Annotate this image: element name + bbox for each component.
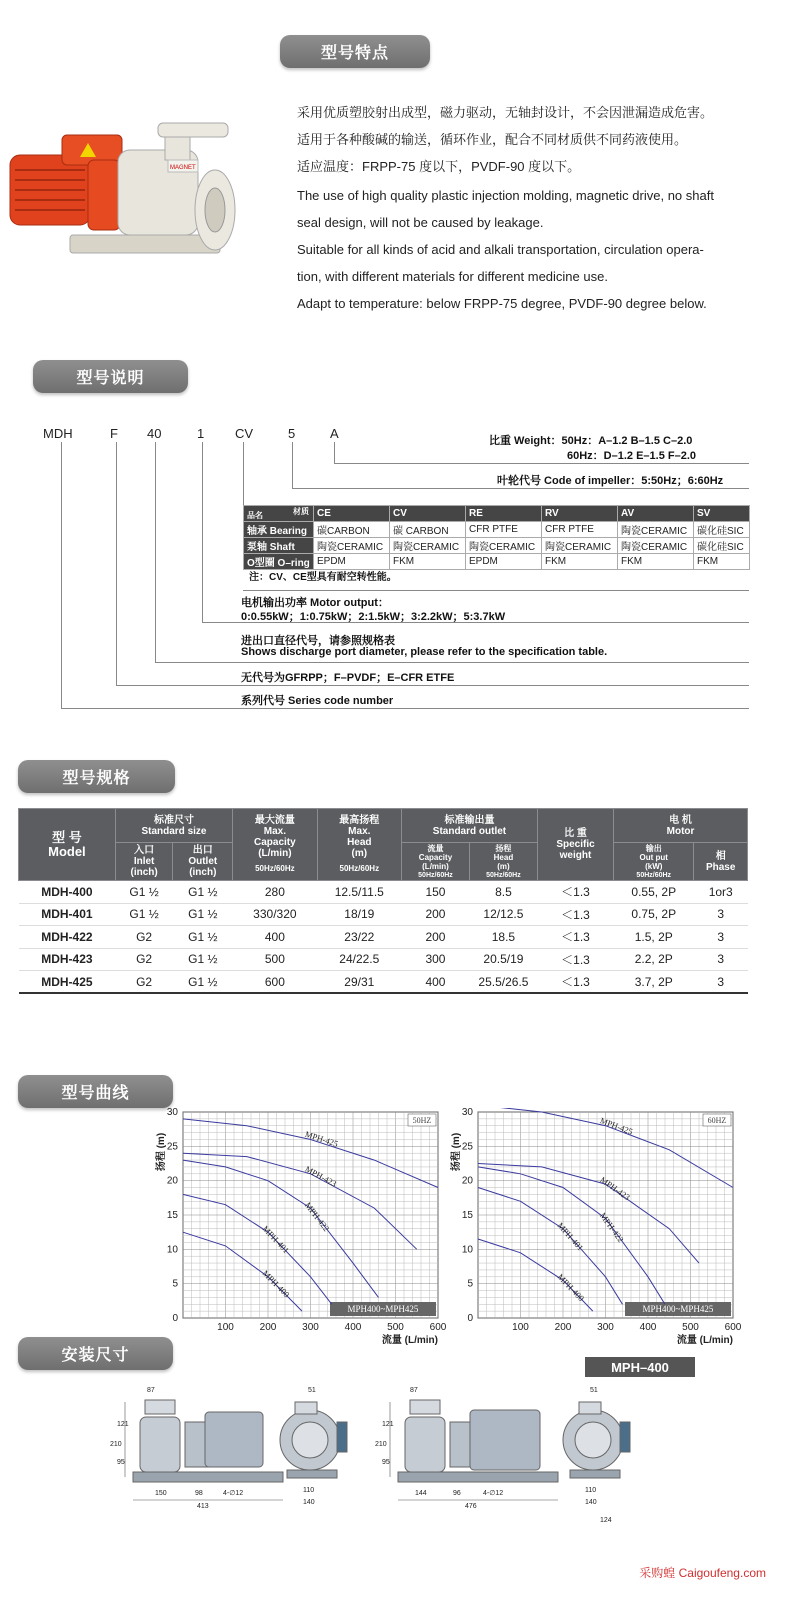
dim-text: 95 bbox=[117, 1459, 125, 1466]
y-axis-label: 扬程 (m) bbox=[156, 1132, 167, 1172]
dim-text: 124 bbox=[600, 1517, 612, 1524]
y-tick-label: 5 bbox=[172, 1278, 178, 1290]
dim-text: 413 bbox=[197, 1503, 209, 1510]
series-label: MPH-423 bbox=[598, 1174, 632, 1203]
y-tick-label: 30 bbox=[461, 1108, 473, 1118]
impeller-code: 叶轮代号 Code of impeller：5:50Hz；6:60Hz bbox=[497, 475, 724, 487]
dim-text: 51 bbox=[590, 1387, 598, 1394]
port-code-en: Shows discharge port diameter, please refer to the specification table. bbox=[241, 646, 608, 658]
dim-text: 110 bbox=[303, 1487, 315, 1494]
x-tick-label: 300 bbox=[597, 1322, 614, 1333]
code-part-impeller: 5 bbox=[288, 426, 296, 441]
series-label: MPH-400 bbox=[555, 1271, 587, 1304]
dim-text: 4-∅12 bbox=[483, 1490, 504, 1497]
y-tick-label: 0 bbox=[172, 1313, 178, 1324]
x-tick-label: 600 bbox=[724, 1322, 742, 1333]
range-label: MPH400~MPH425 bbox=[642, 1304, 714, 1314]
x-tick-label: 300 bbox=[302, 1322, 319, 1333]
section-title-curves: 型号曲线 bbox=[18, 1075, 173, 1108]
motor-output-title: 电机输出功率 Motor output： bbox=[241, 597, 389, 609]
section-title-install: 安装尺寸 bbox=[18, 1337, 173, 1370]
section-title-explanation: 型号说明 bbox=[33, 360, 188, 393]
brand-watermark: 采购蝗 Caigoufeng.com bbox=[639, 1566, 766, 1580]
y-tick-label: 25 bbox=[461, 1141, 473, 1153]
table-row: MDH-425 G2 G1 ½ 600 29/31 400 25.5/26.5 ＜1.3 3.7, 2P 3 bbox=[19, 971, 748, 994]
x-tick-label: 100 bbox=[512, 1322, 529, 1333]
y-axis-label: 扬程 (m) bbox=[451, 1132, 462, 1172]
x-tick-label: 400 bbox=[344, 1322, 362, 1333]
dim-text: 140 bbox=[303, 1499, 315, 1506]
material-code: 无代号为GFRPP；F–PVDF；E–CFR ETFE bbox=[241, 672, 455, 684]
pump-brand-label: MAGNET bbox=[170, 165, 196, 171]
y-tick-label: 10 bbox=[166, 1244, 178, 1256]
material-note: 注：CV、CE型具有耐空转性能。 bbox=[249, 572, 397, 583]
series-label: MPH-425 bbox=[598, 1115, 635, 1137]
table-row: MDH-401 G1 ½ G1 ½ 330/320 18/19 200 12/12.5 ＜1.3 0.75, 2P 3 bbox=[19, 903, 748, 926]
x-tick-label: 500 bbox=[387, 1322, 404, 1333]
y-tick-label: 15 bbox=[461, 1210, 473, 1221]
pump-product-image bbox=[0, 115, 245, 275]
dim-text: 110 bbox=[585, 1487, 597, 1494]
material-table: 材质 品名 CE CV RE RV AV SV 轴承 Bearing 碳CARBON 碳 CARBON CFR PTFE CFR PTFE 陶瓷CERAMIC 碳化硅SIC 泵轴 Shaft 陶瓷CERAMIC 陶瓷CERAMIC 陶瓷CERAMIC 陶瓷CERAMIC 陶瓷CERAMIC 碳化硅SIC O型圈 O–ring EPDM FKM EPDM FKM FKM FKM bbox=[243, 505, 750, 570]
feature-en-3: Suitable for all kinds of acid and alkali transportation, circulation opera- bbox=[297, 242, 704, 257]
section-title-specs: 型号规格 bbox=[18, 760, 175, 793]
y-tick-label: 10 bbox=[461, 1244, 473, 1256]
table-row: MDH-423 G2 G1 ½ 500 24/22.5 300 20.5/19 ＜1.3 2.2, 2P 3 bbox=[19, 948, 748, 971]
install-model-label: MPH–400 bbox=[585, 1357, 695, 1377]
port-code-cn: 进出口直径代号，请参照规格表 bbox=[241, 635, 395, 647]
series-label: MPH-401 bbox=[555, 1220, 586, 1253]
series-label: MPH-401 bbox=[260, 1223, 292, 1256]
dim-text: 51 bbox=[308, 1387, 316, 1394]
range-label: MPH400~MPH425 bbox=[347, 1304, 419, 1314]
y-tick-label: 20 bbox=[461, 1175, 473, 1187]
dim-text: 96 bbox=[453, 1490, 461, 1497]
dim-text: 476 bbox=[465, 1503, 477, 1510]
code-part-motor: 1 bbox=[197, 426, 205, 441]
install-drawings bbox=[105, 1382, 645, 1527]
feature-cn-3: 适应温度：FRPP-75 度以下，PVDF-90 度以下。 bbox=[297, 159, 581, 174]
feature-en-5: Adapt to temperature: below FRPP-75 degree, PVDF-90 degree below. bbox=[297, 296, 707, 311]
series-label: MPH-425 bbox=[303, 1128, 340, 1149]
x-tick-label: 400 bbox=[639, 1322, 657, 1333]
dim-text: 98 bbox=[195, 1490, 203, 1497]
series-label: MPH-422 bbox=[597, 1210, 626, 1245]
feature-en-1: The use of high quality plastic injection molding, magnetic drive, no shaft bbox=[297, 188, 714, 203]
table-row: MDH-422 G2 G1 ½ 400 23/22 200 18.5 ＜1.3 1.5, 2P 3 bbox=[19, 926, 748, 949]
dim-text: 87 bbox=[147, 1387, 155, 1394]
y-tick-label: 20 bbox=[166, 1175, 178, 1187]
dim-text: 144 bbox=[415, 1490, 427, 1497]
feature-cn-2: 适用于各种酸碱的输送，循环作业，配合不同材质供不同药液使用。 bbox=[297, 132, 688, 147]
dim-text: 87 bbox=[410, 1387, 418, 1394]
dim-text: 95 bbox=[382, 1459, 390, 1466]
freq-label: 60HZ bbox=[707, 1116, 727, 1125]
table-row: MDH-400 G1 ½ G1 ½ 280 12.5/11.5 150 8.5 ＜1.3 0.55, 2P 1or3 bbox=[19, 881, 748, 904]
curve-chart-50hz bbox=[150, 1108, 450, 1348]
x-tick-label: 200 bbox=[259, 1322, 277, 1333]
y-tick-label: 25 bbox=[166, 1141, 178, 1153]
freq-label: 50HZ bbox=[412, 1116, 432, 1125]
code-part-series: MDH bbox=[43, 426, 73, 441]
series-label: MPH-423 bbox=[303, 1163, 339, 1189]
weight-line-2: 60Hz：D–1.2 E–1.5 F–2.0 bbox=[567, 450, 697, 462]
code-part-weight: A bbox=[330, 426, 339, 441]
feature-en-2: seal design, will not be caused by leakage. bbox=[297, 215, 544, 230]
code-part-port: 40 bbox=[147, 426, 162, 441]
feature-cn-1: 采用优质塑胶射出成型，磁力驱动，无轴封设计，不会因泄漏造成危害。 bbox=[297, 105, 714, 120]
dim-text: 210 bbox=[110, 1441, 122, 1448]
dim-text: 121 bbox=[117, 1421, 129, 1428]
feature-en-4: tion, with different materials for different medicine use. bbox=[297, 269, 608, 284]
x-axis-label: 流量 (L/min) bbox=[381, 1335, 438, 1346]
y-tick-label: 5 bbox=[467, 1278, 473, 1290]
y-tick-label: 30 bbox=[166, 1108, 178, 1118]
dim-text: 150 bbox=[155, 1490, 167, 1497]
series-label: MPH-422 bbox=[302, 1200, 332, 1234]
code-part-seal: CV bbox=[235, 426, 254, 441]
x-axis-label: 流量 (L/min) bbox=[676, 1335, 733, 1346]
dim-text: 4-∅12 bbox=[223, 1490, 244, 1497]
dim-text: 121 bbox=[382, 1421, 394, 1428]
spec-table: 型 号 Model 标准尺寸 Standard size 最大流量 Max. Capacity (L/min) 50Hz/60Hz 最高扬程 Max. Head (m) 50Hz/60Hz 标准输出量 Standard outlet 比 重 Specific weight 电 机 Motor 入口 Inlet (inch) 出口 Outlet (inch) 流量 Capacity (L/min) 50Hz/60Hz 扬程 Head (m) 50Hz/60Hz 输出 Out put (kW) 50Hz/60Hz 相 Phase MDH-400 G1 ½ G1 ½ 280 12.5/11.5 150 8.5 ＜1.3 0.55, 2P 1or3 MDH-401 G1 ½ G1 ½ 330/320 18/19 200 12/12.5 ＜1.3 0.75, 2P 3 MDH-422 G2 G1 ½ 400 23/22 200 18.5 ＜1.3 1.5, 2P 3 MDH-423 G2 G1 ½ 500 24/22.5 300 20.5/19 ＜1.3 2.2, 2P 3 MDH-425 G2 G1 ½ 600 29/31 400 25.5/26.5 ＜1.3 3.7, 2P 3 bbox=[18, 808, 748, 994]
x-tick-label: 200 bbox=[554, 1322, 572, 1333]
motor-output-values: 0:0.55kW；1:0.75kW；2:1.5kW；3:2.2kW；5:3.7kW bbox=[241, 611, 506, 623]
x-tick-label: 600 bbox=[429, 1322, 447, 1333]
series-code: 系列代号 Series code number bbox=[241, 695, 394, 707]
y-tick-label: 0 bbox=[467, 1313, 473, 1324]
x-tick-label: 100 bbox=[217, 1322, 234, 1333]
series-label: MPH-400 bbox=[260, 1268, 292, 1300]
curve-chart-60hz bbox=[445, 1108, 745, 1348]
x-tick-label: 500 bbox=[682, 1322, 699, 1333]
section-title-features: 型号特点 bbox=[280, 35, 430, 68]
y-tick-label: 15 bbox=[166, 1210, 178, 1221]
code-part-material: F bbox=[110, 426, 118, 441]
weight-line-1: 比重 Weight：50Hz：A–1.2 B–1.5 C–2.0 bbox=[489, 435, 693, 447]
dim-text: 210 bbox=[375, 1441, 387, 1448]
dim-text: 140 bbox=[585, 1499, 597, 1506]
